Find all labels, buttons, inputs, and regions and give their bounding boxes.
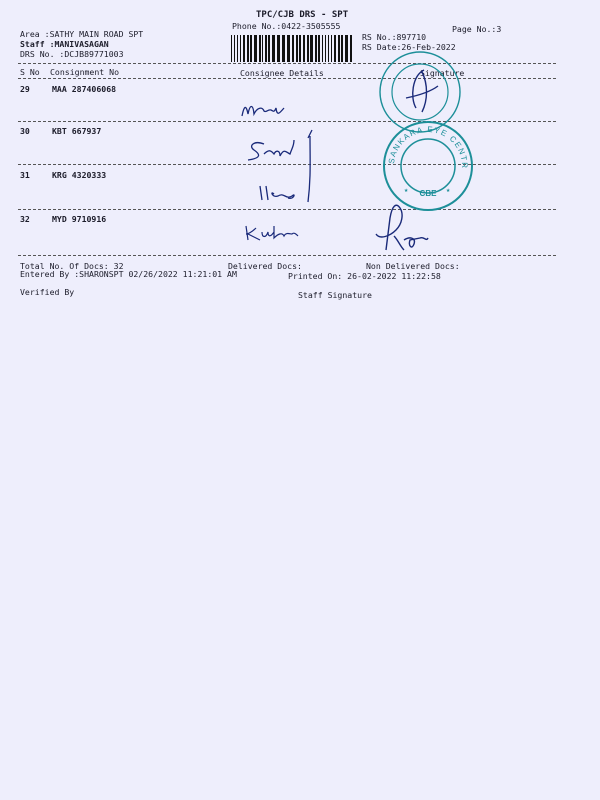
row-consignment: MYD 9710916 [52, 214, 107, 224]
row-sno: 29 [20, 84, 30, 94]
staff-label: Staff :MANIVASAGAN [20, 39, 109, 49]
handwritten-signature [366, 200, 430, 254]
column-consignee: Consignee Details [240, 68, 324, 78]
column-signature: Signature [420, 68, 465, 78]
column-consignment: Consignment No [50, 67, 120, 77]
row-sno: 30 [20, 126, 30, 136]
column-sno: S No [20, 67, 40, 77]
area-label: Area :SATHY MAIN ROAD SPT [20, 29, 144, 39]
row-consignment: KRG 4320333 [52, 170, 107, 180]
rs-number: RS No.:897710 [362, 32, 427, 42]
row-consignment: KBT 667937 [52, 126, 102, 136]
staff-signature: Staff Signature [298, 290, 372, 300]
non-delivered-docs: Non Delivered Docs: [366, 261, 460, 271]
divider [18, 78, 556, 79]
printed-on: Printed On: 26-02-2022 11:22:58 [288, 271, 441, 281]
row-consignment: MAA 287406068 [52, 84, 117, 94]
svg-text:★: ★ [446, 186, 451, 194]
delivered-docs: Delivered Docs: [228, 261, 302, 271]
row-sno: 32 [20, 214, 30, 224]
stamp-text: SANKARA EYE CENTRE [376, 111, 470, 170]
verified-by: Verified By [20, 287, 75, 297]
rs-date: RS Date:26-Feb-2022 [362, 42, 456, 52]
row-sno: 31 [20, 170, 30, 180]
stamp-text: CBE [419, 189, 437, 198]
phone-number: Phone No.:0422-3505555 [232, 21, 341, 31]
divider [18, 63, 556, 64]
drs-number: DRS No. :DCJB89771003 [20, 49, 124, 59]
page-number: Page No.:3 [452, 24, 502, 34]
handwritten-signature [240, 98, 288, 120]
divider [18, 255, 556, 256]
barcode [231, 35, 354, 62]
entered-by: Entered By :SHARONSPT 02/26/2022 11:21:01 AM [20, 269, 237, 279]
handwritten-signature [244, 130, 324, 210]
handwritten-signature [242, 222, 302, 242]
svg-text:★: ★ [404, 186, 409, 194]
document-title: TPC/CJB DRS - SPT [256, 10, 349, 20]
total-docs: Total No. Of Docs: 32 [20, 261, 124, 271]
